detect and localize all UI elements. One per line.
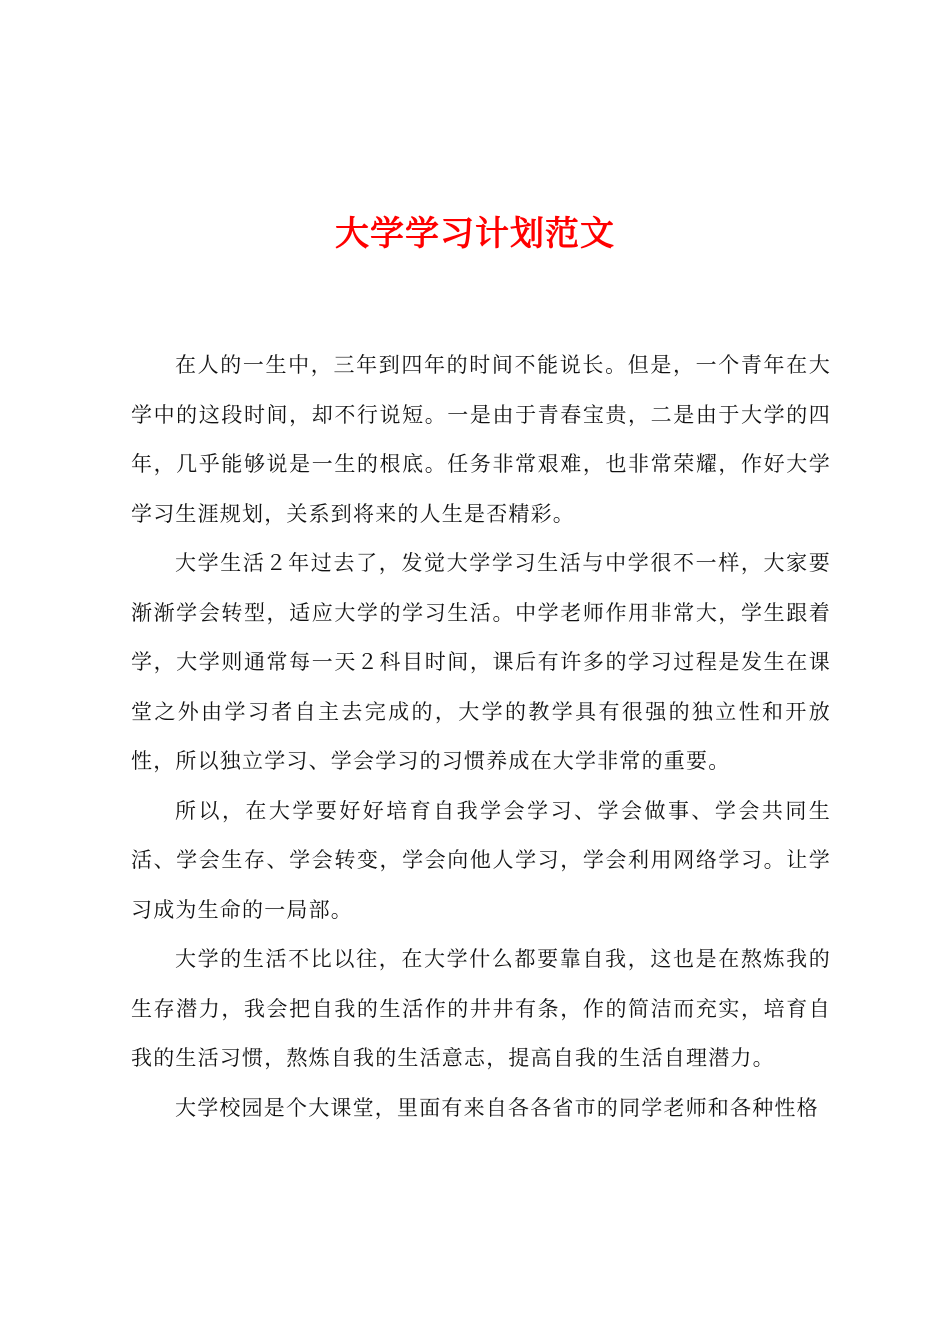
document-title: 大学学习计划范文 [335,214,615,254]
paragraph-1: 在人的一生中，三年到四年的时间不能说长。但是，一个青年在大学中的这段时间，却不行说短。一是由于青春宝贵，二是由于大学的四年，几乎能够说是一生的根底。任务非常艰难，也非常荣耀，作好大学学习生涯规划，关系到将来的人生是否精彩。 [131,353,831,526]
paragraph-3: 所以，在大学要好好培育自我学会学习、学会做事、学会共同生活、学会生存、学会转变，学会向他人学习，学会利用网络学习。让学习成为生命的一局部。 [131,798,831,922]
document-body [131,341,831,1133]
paragraph-5: 大学校园是个大课堂，里面有来自各各省市的同学老师和各种性格 [175,1095,819,1120]
paragraph-2: 大学生活２年过去了，发觉大学学习生活与中学很不一样，大家要渐渐学会转型，适应大学的学习生活。中学老师作用非常大，学生跟着学，大学则通常每一天２科目时间，课后有许多的学习过程是发生在课堂之外由学习者自主去完成的，大学的教学具有很强的独立性和开放性，所以独立学习、学会学习的习惯养成在大学非常的重要。 [131,551,831,773]
paragraph-4: 大学的生活不比以往，在大学什么都要靠自我，这也是在熬炼我的生存潜力，我会把自我的生活作的井井有条，作的简洁而充实，培育自我的生活习惯，熬炼自我的生活意志，提高自我的生活自理潜力。 [131,947,831,1070]
